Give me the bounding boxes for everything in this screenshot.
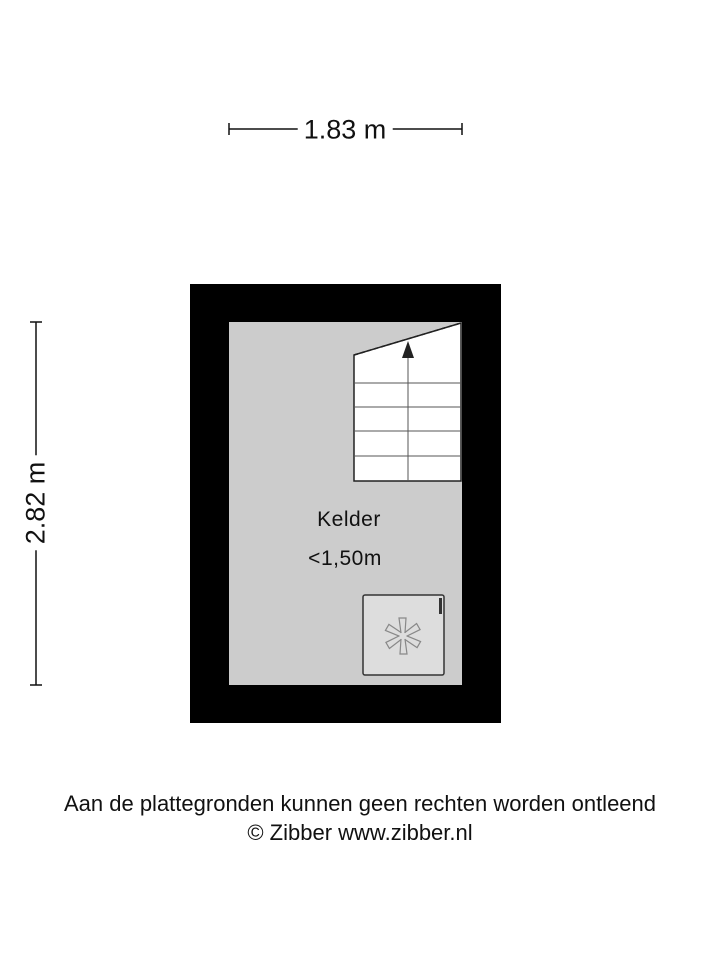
copyright-text: © Zibber www.zibber.nl (247, 820, 473, 845)
room-name: Kelder (317, 508, 381, 531)
width-dimension-label: 1.83 m (298, 117, 393, 144)
height-dimension-label: 2.82 m (23, 456, 50, 551)
disclaimer-text: Aan de plattegronden kunnen geen rechten worden ontleend (63, 791, 657, 816)
ventilation-unit (363, 595, 444, 675)
room-height-note: <1,50m (308, 547, 382, 570)
